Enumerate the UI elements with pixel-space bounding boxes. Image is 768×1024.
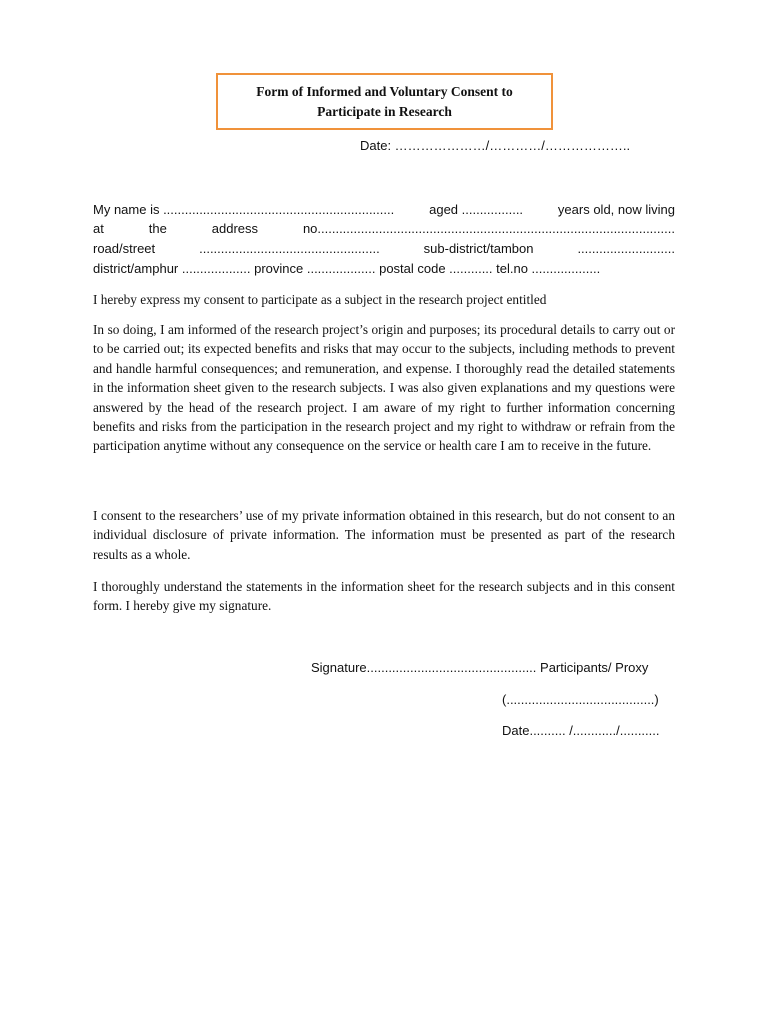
consent-paragraph-3: I consent to the researchers’ use of my private information obtained in this research, but do not consent to an individual disclosure of private information. The information must be presented as part of the research results as a whole.	[93, 508, 675, 562]
printed-name-line: (.........................................)	[502, 692, 659, 707]
signature-date-line: Date.......... /............/...........	[502, 723, 660, 738]
form-title-line-2: Participate in Research	[317, 104, 452, 119]
address-word-at: at	[93, 221, 104, 236]
personal-line-3	[93, 241, 675, 256]
signature-line: Signature............................................... Participants/ Proxy	[311, 660, 649, 675]
form-title-box	[216, 73, 553, 130]
date-field-top: Date: …………………/…………/………………..	[360, 138, 631, 153]
address-word-the: the	[148, 221, 167, 236]
subdistrict-label: sub-district/tambon	[423, 241, 534, 256]
subdistrict-field: ...........................	[577, 241, 675, 256]
consent-paragraph-1: I hereby express my consent to participate as a subject in the research project entitled	[93, 292, 547, 307]
form-title-line-1: Form of Informed and Voluntary Consent to	[256, 84, 513, 99]
road-field: ..................................................	[199, 241, 380, 256]
address-word-address: address	[211, 221, 259, 236]
living-label: years old, now living	[557, 202, 675, 217]
consent-paragraph-2: In so doing, I am informed of the research project’s origin and purposes; its procedural details to carry out or to be carried out; its expected benefits and risks that may occur to the subjects, including methods to prevent and handle harmful consequences; and remuneration, and expense. I thoroughly read the detailed statements in the information sheet given to the research subjects. I was also given explanations and my questions were answered by the head of the research project. I am aware of my right to further information concerning benefits and risks from the participation in the research project and my right to withdraw or refrain from the participation anytime without any consequence on the service or health care I am to receive in the future.	[93, 322, 675, 454]
address-no-field: no...................................................................................................	[302, 221, 675, 236]
personal-line-4: district/amphur ................... province ................... postal code ............ tel.no ...................	[93, 261, 601, 276]
consent-paragraph-4: I thoroughly understand the statements in the information sheet for the research subjects and in this consent form. I hereby give my signature.	[93, 579, 675, 614]
road-label: road/street	[93, 241, 156, 256]
name-field: My name is ................................................................	[93, 202, 395, 217]
personal-line-1	[93, 202, 675, 217]
personal-line-2	[93, 221, 675, 236]
age-field: aged .................	[429, 202, 524, 217]
